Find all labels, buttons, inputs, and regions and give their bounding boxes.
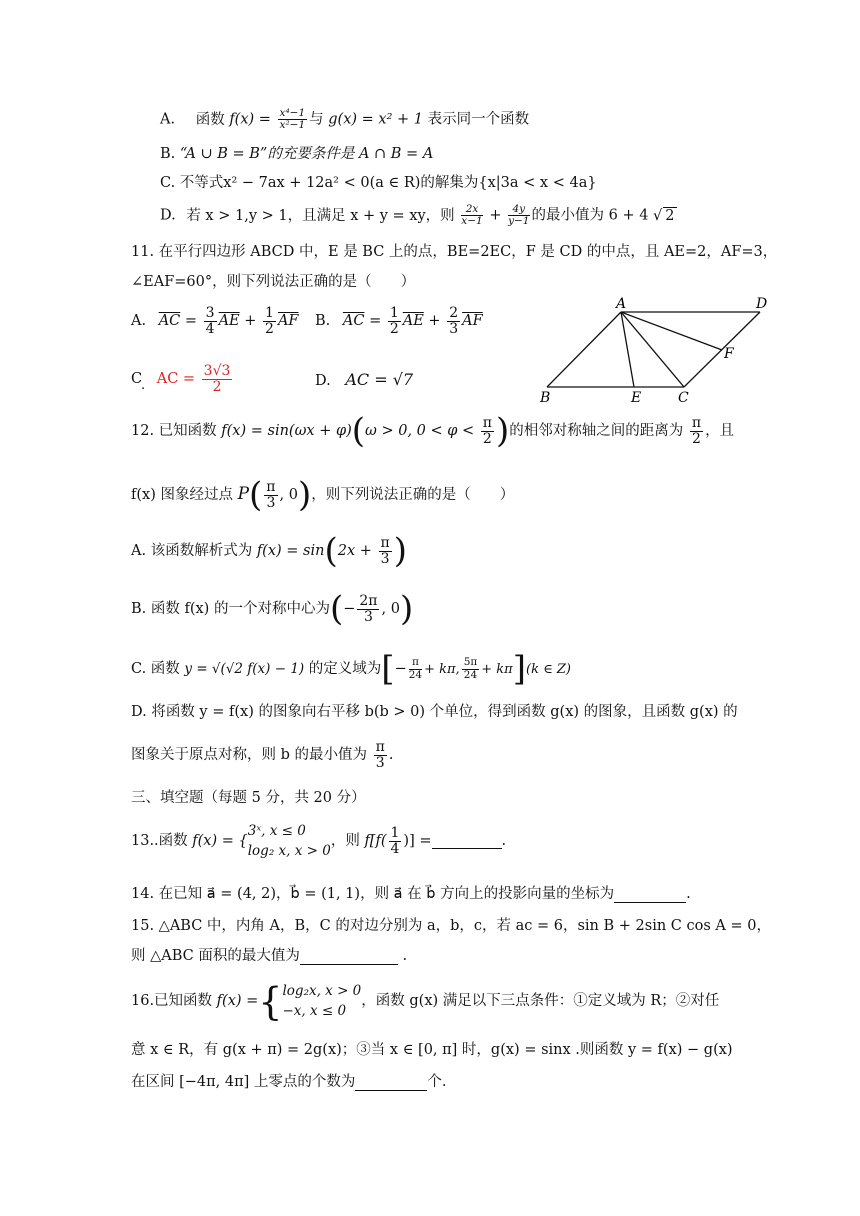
question-text: 则 △ABC 面积的最大值为	[131, 948, 300, 964]
point-label-c: C	[678, 390, 689, 406]
numerator: π	[266, 478, 276, 495]
paren-left: (	[351, 411, 366, 451]
math-expr: f(x) =	[229, 111, 271, 128]
q13	[131, 822, 506, 861]
denominator: 2	[389, 320, 399, 337]
fraction	[690, 416, 703, 446]
fraction	[447, 306, 460, 336]
math-expr: f(x) =	[216, 992, 259, 1009]
math-expr: , 0	[279, 487, 298, 503]
fraction	[263, 306, 276, 336]
question-text: 13..函数	[131, 832, 188, 849]
denominator: 3	[449, 320, 459, 337]
q10-option-c	[160, 175, 597, 192]
q10-option-d	[160, 204, 677, 227]
stem-text: 12. 已知函数	[131, 423, 217, 439]
numerator: π	[409, 657, 422, 669]
fraction	[481, 416, 494, 446]
math-expr: AC =	[156, 371, 196, 388]
vector: $\overline{AF}$	[277, 313, 299, 330]
piecewise-cases	[248, 822, 331, 861]
q12-option-d-line2	[131, 740, 393, 770]
option-label: D.	[315, 373, 331, 389]
fraction	[461, 204, 482, 227]
q16-line1	[131, 979, 720, 1024]
option-text: 表示同一个函数	[427, 111, 530, 128]
q11-option-c	[131, 364, 234, 394]
piecewise-cases	[282, 982, 361, 1021]
numerator: π	[375, 739, 385, 755]
question-text: ，函数 g(x) 满足以下三点条件：①定义域为 R；②对任	[361, 992, 720, 1009]
case-line: log₂ x, x > 0	[247, 842, 331, 859]
numerator: 3	[205, 305, 215, 321]
paren-left: (	[249, 475, 263, 515]
math-expr: + kπ,	[424, 662, 460, 677]
punctuation: .	[388, 747, 394, 764]
operator: =	[184, 313, 198, 330]
q16-line2: 意 x ∈ R，有 g(x + π) = 2g(x)；③当 x ∈ [0, π] 时，g(x) = sinx .则函数 y = f(x) − g(x)	[131, 1042, 733, 1058]
stem-text: ，则下列说法正确的是（ ）	[311, 487, 515, 503]
point-name: P	[237, 484, 250, 504]
parallelogram-figure	[536, 294, 776, 408]
denominator: 3	[380, 550, 390, 567]
option-label: C.	[160, 175, 176, 191]
numerator: 2	[449, 305, 459, 321]
fraction	[278, 108, 308, 131]
numerator: 4y	[508, 204, 529, 216]
denominator: 2	[482, 430, 492, 447]
denominator: 3	[266, 494, 276, 511]
option-text: 若 x > 1,y > 1，且满足 x + y = xy，则	[186, 207, 455, 224]
denominator: x²−1	[279, 119, 306, 132]
math-expr: )] =	[403, 832, 432, 849]
option-text: C. 函数	[131, 661, 180, 677]
fraction	[374, 740, 387, 770]
math-expr: , 0	[381, 601, 400, 617]
math-expr: f(x) = sin	[256, 543, 325, 559]
math-expr: f(x) = {	[192, 832, 248, 849]
operator: +	[428, 313, 441, 330]
fraction	[462, 657, 480, 680]
option-text: 图象关于原点对称，则 b 的最小值为	[131, 747, 367, 764]
denominator: 2	[692, 430, 701, 447]
q11-option-a	[131, 306, 298, 336]
operator: +	[244, 313, 257, 330]
option-label: C	[131, 371, 143, 388]
vector: $\overline{AE}$	[402, 313, 424, 330]
radicand: 2	[665, 207, 675, 224]
section-heading: 三、填空题（每题 5 分，共 20 分）	[131, 790, 366, 806]
denominator: x−1	[461, 215, 483, 228]
math-expr: 2x +	[337, 543, 372, 559]
option-label: B.	[315, 313, 331, 330]
denominator: 3	[363, 608, 373, 625]
bracket-right: ]	[512, 649, 526, 689]
brace-left: {	[258, 979, 283, 1024]
option-text: B. 函数 f(x) 的一个对称中心为	[131, 601, 330, 617]
option-text: A. 该函数解析式为	[131, 543, 253, 559]
option-text: 不等式x² − 7ax + 12a² < 0(a ∈ R)的解集为{x|3a < x < 4a}	[179, 175, 597, 191]
q11-stem-line2: ∠EAF=60°，则下列说法正确的是（ ）	[131, 274, 416, 290]
answer-blank[interactable]	[432, 834, 502, 849]
option-label: B.	[160, 146, 176, 162]
denominator: 4	[205, 320, 215, 337]
punctuation: 个.	[427, 1074, 447, 1090]
q11-stem-line1: 11. 在平行四边形 ABCD 中，E 是 BC 上的点，BE=2EC，F 是 CD 的中点，且 AE=2，AF=3，	[131, 244, 778, 260]
numerator: x⁴−1	[279, 107, 306, 119]
denominator: y−1	[508, 215, 530, 228]
numerator: 2π	[359, 592, 378, 609]
q11-option-d	[315, 370, 413, 390]
fraction	[202, 364, 233, 394]
answer-blank[interactable]	[614, 888, 686, 903]
q15-line1: 15. △ABC 中，内角 A，B，C 的对边分别为 a，b，c，若 ac = 6，sin B + 2sin C cos A = 0，	[131, 918, 771, 934]
q12-stem-line1	[131, 411, 735, 451]
option-text: 与	[309, 111, 324, 128]
numerator: π	[691, 414, 702, 431]
case-line: log₂x, x > 0	[282, 983, 362, 999]
stem-text: 的相邻对称轴之间的距离为	[509, 423, 684, 439]
q15-line2	[131, 948, 407, 965]
question-text: 16.已知函数	[131, 992, 213, 1009]
denominator: 2	[265, 320, 274, 337]
numerator: π	[482, 414, 492, 431]
option-text: 的定义域为	[308, 661, 382, 677]
numerator: 3√3	[203, 363, 231, 379]
math-expr: + kπ	[481, 662, 513, 677]
option-text: “A ∪ B = B”的充要条件是 A ∩ B = A	[179, 146, 434, 162]
q12-option-c	[131, 649, 571, 689]
fraction	[508, 204, 529, 227]
paren-right: )	[495, 411, 510, 451]
fraction	[379, 536, 392, 566]
q14	[131, 886, 691, 903]
q12-stem-line2	[131, 475, 515, 515]
question-text: 14. 在已知 a⃗ = (4, 2)，b⃗ = (1, 1)，则 a⃗ 在 b⃗ 方向上的投影向量的坐标为	[131, 886, 615, 902]
denominator: 2	[212, 378, 222, 395]
q12-option-a	[131, 531, 407, 571]
answer-blank[interactable]	[355, 1076, 427, 1091]
punctuation: .	[402, 948, 408, 964]
math-expr: y = √(√2 f(x) − 1)	[184, 661, 305, 677]
paren-left: (	[329, 589, 344, 629]
fraction	[388, 306, 401, 336]
math-expr: ω > 0, 0 < φ <	[365, 423, 475, 439]
question-text: ，则	[330, 832, 360, 849]
operator: −	[343, 601, 356, 617]
punctuation: .	[686, 886, 691, 902]
paren-right: )	[399, 589, 414, 629]
numerator: 2x	[461, 204, 482, 216]
point-label-d: D	[756, 296, 768, 312]
option-text: 函数	[195, 111, 225, 128]
numerator: 1	[265, 305, 274, 321]
option-label: A.	[160, 111, 176, 128]
numerator: π	[380, 534, 390, 551]
paren-right: )	[297, 475, 312, 515]
q16-line3	[131, 1074, 447, 1091]
point-label-e: E	[631, 390, 642, 406]
math-expr: AC = √7	[345, 370, 414, 389]
math-expr: (k ∈ Z)	[526, 662, 571, 677]
q10-option-a	[160, 108, 529, 131]
numerator: 1	[390, 825, 400, 842]
operator: −	[394, 661, 407, 677]
answer-blank[interactable]	[300, 950, 398, 965]
stem-text: ，且	[705, 423, 735, 439]
paren-left: (	[324, 531, 338, 571]
q12-option-b	[131, 589, 414, 629]
option-text: 的最小值为 6 + 4	[531, 207, 649, 224]
fraction	[409, 657, 422, 680]
option-label: D.	[160, 207, 176, 224]
punctuation: .	[501, 832, 507, 849]
sqrt-expr: √ 2	[653, 207, 675, 224]
vector: $\overline{AC}$	[158, 313, 181, 330]
numerator: 1	[389, 305, 399, 321]
denominator: 24	[408, 668, 423, 681]
vector: $\overline{AF}$	[462, 313, 483, 330]
paren-right: )	[393, 531, 407, 571]
option-label: A.	[131, 313, 147, 330]
denominator: 24	[463, 668, 478, 681]
operator: =	[369, 313, 382, 330]
point-label-b: B	[540, 390, 551, 406]
option-c-dot: .	[141, 378, 146, 393]
q10-option-b	[160, 146, 433, 163]
math-expr: f[f(	[364, 832, 387, 849]
fraction	[264, 480, 277, 510]
case-line: −x, x ≤ 0	[282, 1002, 347, 1019]
denominator: 4	[390, 841, 400, 858]
operator: +	[489, 207, 502, 224]
stem-text: f(x) 图象经过点	[131, 487, 233, 503]
denominator: 3	[375, 754, 385, 771]
fraction	[389, 826, 402, 856]
case-line: 3ˣ, x ≤ 0	[247, 823, 306, 839]
question-text: 在区间 [−4π, 4π] 上零点的个数为	[131, 1074, 356, 1090]
q11-option-b	[315, 306, 483, 336]
q12-option-d-line1: D. 将函数 y = f(x) 的图象向右平移 b(b > 0) 个单位，得到函数 g(x) 的图象，且函数 g(x) 的	[131, 704, 738, 720]
point-label-a: A	[616, 296, 627, 312]
vector: $\overline{AC}$	[342, 313, 365, 330]
math-expr: f(x) = sin(ωx + φ)	[221, 423, 352, 439]
fraction	[204, 306, 217, 336]
bracket-left: [	[381, 649, 395, 689]
vector: $\overline{AE}$	[218, 313, 240, 330]
point-label-f: F	[724, 346, 734, 362]
math-expr: g(x) = x² + 1	[328, 111, 423, 128]
fraction	[357, 594, 379, 624]
numerator: 5π	[463, 656, 478, 669]
